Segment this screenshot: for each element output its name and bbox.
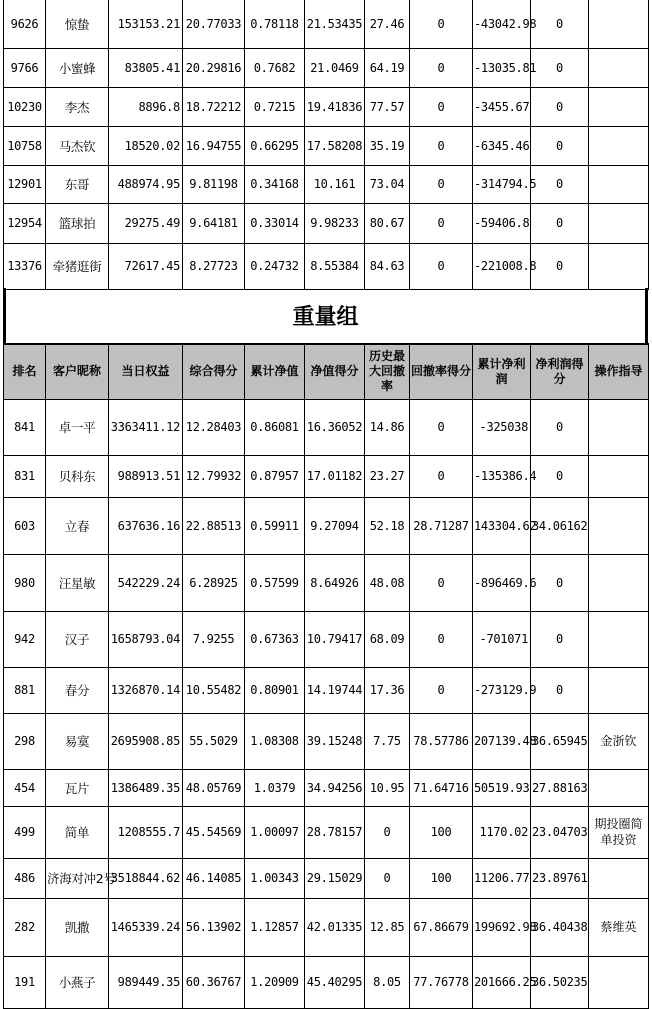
guide-cell: 期投圈简单投资 [589,806,649,858]
guide-cell [589,858,649,898]
header-drawdown-score: 回撤率得分 [410,344,473,399]
drawdown-score-cell: 0 [410,667,473,713]
drawdown-score-cell: 100 [410,858,473,898]
table-row [4,611,649,667]
score-cell: 16.94755 [183,126,245,165]
max-drawdown-cell: 73.04 [365,165,410,203]
name-cell: 东哥 [46,165,109,203]
name-cell: 立春 [46,497,109,554]
nav-cell: 0.7215 [245,87,305,126]
name-cell: 惊蛰 [46,0,109,48]
name-cell: 凯撒 [46,898,109,956]
max-drawdown-cell: 23.27 [365,455,410,497]
equity-cell: 488974.95 [109,165,183,203]
guide-cell [589,48,649,87]
table-row [4,455,649,497]
net-profit-cell: -221008.8 [473,243,531,289]
equity-cell: 3518844.62 [109,858,183,898]
name-cell: 篮球拍 [46,203,109,243]
guide-cell [589,956,649,1008]
max-drawdown-cell: 12.85 [365,898,410,956]
name-cell: 牵猪逛街 [46,243,109,289]
max-drawdown-cell: 64.19 [365,48,410,87]
header-nav: 累计净值 [245,344,305,399]
score-cell: 55.5029 [183,713,245,769]
rank-cell: 191 [4,956,46,1008]
profit-score-cell: 0 [531,611,589,667]
profit-score-cell: 0 [531,455,589,497]
max-drawdown-cell: 10.95 [365,769,410,806]
equity-cell: 83805.41 [109,48,183,87]
name-cell: 马杰钦 [46,126,109,165]
table-row [4,0,649,48]
name-cell: 简单 [46,806,109,858]
rank-cell: 282 [4,898,46,956]
score-cell: 8.27723 [183,243,245,289]
rank-cell: 486 [4,858,46,898]
nav-score-cell: 21.0469 [305,48,365,87]
guide-cell [589,455,649,497]
name-cell: 小燕子 [46,956,109,1008]
profit-score-cell: 23.04703 [531,806,589,858]
equity-cell: 8896.8 [109,87,183,126]
net-profit-cell: -273129.9 [473,667,531,713]
heavy-group-table [3,343,649,1009]
rank-cell: 10758 [4,126,46,165]
nav-cell: 0.59911 [245,497,305,554]
nav-score-cell: 9.27094 [305,497,365,554]
drawdown-score-cell: 0 [410,611,473,667]
nav-score-cell: 34.94256 [305,769,365,806]
max-drawdown-cell: 77.57 [365,87,410,126]
rank-cell: 10230 [4,87,46,126]
nav-score-cell: 19.41836 [305,87,365,126]
net-profit-cell: -314794.5 [473,165,531,203]
max-drawdown-cell: 8.05 [365,956,410,1008]
header-name: 客户昵称 [46,344,109,399]
table-row [4,956,649,1008]
equity-cell: 18520.02 [109,126,183,165]
drawdown-score-cell: 0 [410,87,473,126]
header-profit-score: 净利润得分 [531,344,589,399]
rank-cell: 499 [4,806,46,858]
table-row [4,126,649,165]
rank-cell: 12954 [4,203,46,243]
net-profit-cell: -59406.8 [473,203,531,243]
profit-score-cell: 0 [531,399,589,455]
score-cell: 12.28403 [183,399,245,455]
nav-score-cell: 39.15248 [305,713,365,769]
nav-cell: 0.87957 [245,455,305,497]
rank-cell: 831 [4,455,46,497]
max-drawdown-cell: 48.08 [365,554,410,611]
table-row [4,769,649,806]
score-cell: 60.36767 [183,956,245,1008]
rank-cell: 12901 [4,165,46,203]
nav-cell: 1.00343 [245,858,305,898]
nav-score-cell: 10.79417 [305,611,365,667]
nav-score-cell: 21.53435 [305,0,365,48]
nav-cell: 0.33014 [245,203,305,243]
nav-cell: 1.00097 [245,806,305,858]
net-profit-cell: 1170.02 [473,806,531,858]
profit-score-cell: 36.40438 [531,898,589,956]
header-rank: 排名 [4,344,46,399]
drawdown-score-cell: 78.57786 [410,713,473,769]
max-drawdown-cell: 14.86 [365,399,410,455]
equity-cell: 2695908.85 [109,713,183,769]
header-guide: 操作指导 [589,344,649,399]
drawdown-score-cell: 0 [410,126,473,165]
score-cell: 48.05769 [183,769,245,806]
max-drawdown-cell: 68.09 [365,611,410,667]
name-cell: 小蜜蜂 [46,48,109,87]
net-profit-cell: -13035.81 [473,48,531,87]
net-profit-cell: 50519.93 [473,769,531,806]
nav-score-cell: 29.15029 [305,858,365,898]
name-cell: 汪星敏 [46,554,109,611]
name-cell: 李杰 [46,87,109,126]
score-cell: 7.9255 [183,611,245,667]
profit-score-cell: 36.65945 [531,713,589,769]
nav-score-cell: 16.36052 [305,399,365,455]
rank-cell: 980 [4,554,46,611]
nav-score-cell: 8.64926 [305,554,365,611]
rank-cell: 881 [4,667,46,713]
nav-score-cell: 28.78157 [305,806,365,858]
max-drawdown-cell: 80.67 [365,203,410,243]
score-cell: 12.79932 [183,455,245,497]
net-profit-cell: -701071 [473,611,531,667]
nav-cell: 0.80901 [245,667,305,713]
rank-cell: 841 [4,399,46,455]
net-profit-cell: 143304.62 [473,497,531,554]
nav-cell: 0.57599 [245,554,305,611]
guide-cell [589,769,649,806]
table-row [4,667,649,713]
name-cell: 瓦片 [46,769,109,806]
nav-cell: 0.24732 [245,243,305,289]
nav-score-cell: 45.40295 [305,956,365,1008]
top-ranking-table [3,0,649,290]
net-profit-cell: 207139.48 [473,713,531,769]
drawdown-score-cell: 0 [410,399,473,455]
table-header-row [4,344,649,399]
table-row [4,48,649,87]
rank-cell: 13376 [4,243,46,289]
net-profit-cell: 201666.25 [473,956,531,1008]
score-cell: 46.14085 [183,858,245,898]
equity-cell: 1326870.14 [109,667,183,713]
table-row [4,858,649,898]
profit-score-cell: 23.89761 [531,858,589,898]
equity-cell: 988913.51 [109,455,183,497]
max-drawdown-cell: 52.18 [365,497,410,554]
net-profit-cell: -325038 [473,399,531,455]
equity-cell: 1658793.04 [109,611,183,667]
header-score: 综合得分 [183,344,245,399]
max-drawdown-cell: 0 [365,858,410,898]
nav-cell: 0.78118 [245,0,305,48]
rank-cell: 454 [4,769,46,806]
score-cell: 56.13902 [183,898,245,956]
header-net-profit: 累计净利润 [473,344,531,399]
table-row [4,87,649,126]
guide-cell: 蔡维英 [589,898,649,956]
guide-cell: 金浙钦 [589,713,649,769]
profit-score-cell: 0 [531,87,589,126]
guide-cell [589,497,649,554]
equity-cell: 3363411.12 [109,399,183,455]
profit-score-cell: 27.88163 [531,769,589,806]
name-cell: 汉子 [46,611,109,667]
net-profit-cell: -6345.46 [473,126,531,165]
guide-cell [589,243,649,289]
net-profit-cell: -43042.98 [473,0,531,48]
guide-cell [589,667,649,713]
drawdown-score-cell: 100 [410,806,473,858]
score-cell: 20.29816 [183,48,245,87]
drawdown-score-cell: 77.76778 [410,956,473,1008]
nav-score-cell: 14.19744 [305,667,365,713]
profit-score-cell: 0 [531,243,589,289]
guide-cell [589,554,649,611]
drawdown-score-cell: 67.86679 [410,898,473,956]
max-drawdown-cell: 7.75 [365,713,410,769]
nav-score-cell: 9.98233 [305,203,365,243]
nav-cell: 0.66295 [245,126,305,165]
header-equity: 当日权益 [109,344,183,399]
profit-score-cell: 36.50235 [531,956,589,1008]
drawdown-score-cell: 71.64716 [410,769,473,806]
score-cell: 9.64181 [183,203,245,243]
equity-cell: 153153.21 [109,0,183,48]
guide-cell [589,87,649,126]
net-profit-cell: 11206.77 [473,858,531,898]
drawdown-score-cell: 0 [410,0,473,48]
nav-cell: 1.0379 [245,769,305,806]
equity-cell: 1386489.35 [109,769,183,806]
equity-cell: 637636.16 [109,497,183,554]
score-cell: 18.72212 [183,87,245,126]
guide-cell [589,611,649,667]
nav-score-cell: 10.161 [305,165,365,203]
equity-cell: 542229.24 [109,554,183,611]
drawdown-score-cell: 0 [410,203,473,243]
nav-cell: 0.34168 [245,165,305,203]
profit-score-cell: 0 [531,554,589,611]
header-max-drawdown: 历史最大回撤率 [365,344,410,399]
name-cell: 济海对冲2号 [46,858,109,898]
net-profit-cell: -135386.4 [473,455,531,497]
nav-cell: 1.08308 [245,713,305,769]
drawdown-score-cell: 0 [410,243,473,289]
score-cell: 20.77033 [183,0,245,48]
profit-score-cell: 34.06162 [531,497,589,554]
table-row [4,243,649,289]
table-row [4,806,649,858]
profit-score-cell: 0 [531,48,589,87]
table-row [4,399,649,455]
nav-score-cell: 42.01335 [305,898,365,956]
nav-cell: 0.7682 [245,48,305,87]
profit-score-cell: 0 [531,0,589,48]
drawdown-score-cell: 0 [410,554,473,611]
rank-cell: 298 [4,713,46,769]
guide-cell [589,203,649,243]
table-row [4,713,649,769]
drawdown-score-cell: 0 [410,455,473,497]
name-cell: 易寞 [46,713,109,769]
table-row [4,497,649,554]
nav-cell: 0.67363 [245,611,305,667]
rank-cell: 942 [4,611,46,667]
drawdown-score-cell: 0 [410,48,473,87]
rank-cell: 603 [4,497,46,554]
name-cell: 贝科东 [46,455,109,497]
nav-score-cell: 17.01182 [305,455,365,497]
equity-cell: 989449.35 [109,956,183,1008]
guide-cell [589,165,649,203]
max-drawdown-cell: 0 [365,806,410,858]
guide-cell [589,126,649,165]
rank-cell: 9766 [4,48,46,87]
nav-score-cell: 8.55384 [305,243,365,289]
guide-cell [589,0,649,48]
score-cell: 10.55482 [183,667,245,713]
score-cell: 22.88513 [183,497,245,554]
nav-cell: 0.86081 [245,399,305,455]
equity-cell: 1208555.7 [109,806,183,858]
equity-cell: 72617.45 [109,243,183,289]
guide-cell [589,399,649,455]
section-title: 重量组 [3,288,648,343]
nav-cell: 1.12857 [245,898,305,956]
table-row [4,165,649,203]
score-cell: 9.81198 [183,165,245,203]
name-cell: 卓一平 [46,399,109,455]
max-drawdown-cell: 27.46 [365,0,410,48]
profit-score-cell: 0 [531,203,589,243]
table-row [4,898,649,956]
profit-score-cell: 0 [531,126,589,165]
profit-score-cell: 0 [531,165,589,203]
max-drawdown-cell: 35.19 [365,126,410,165]
table-row [4,203,649,243]
equity-cell: 1465339.24 [109,898,183,956]
max-drawdown-cell: 17.36 [365,667,410,713]
name-cell: 春分 [46,667,109,713]
drawdown-score-cell: 28.71287 [410,497,473,554]
rank-cell: 9626 [4,0,46,48]
equity-cell: 29275.49 [109,203,183,243]
nav-score-cell: 17.58208 [305,126,365,165]
nav-cell: 1.20909 [245,956,305,1008]
table-row [4,554,649,611]
net-profit-cell: -3455.67 [473,87,531,126]
drawdown-score-cell: 0 [410,165,473,203]
score-cell: 6.28925 [183,554,245,611]
net-profit-cell: 199692.98 [473,898,531,956]
max-drawdown-cell: 84.63 [365,243,410,289]
net-profit-cell: -896469.6 [473,554,531,611]
profit-score-cell: 0 [531,667,589,713]
header-nav-score: 净值得分 [305,344,365,399]
score-cell: 45.54569 [183,806,245,858]
